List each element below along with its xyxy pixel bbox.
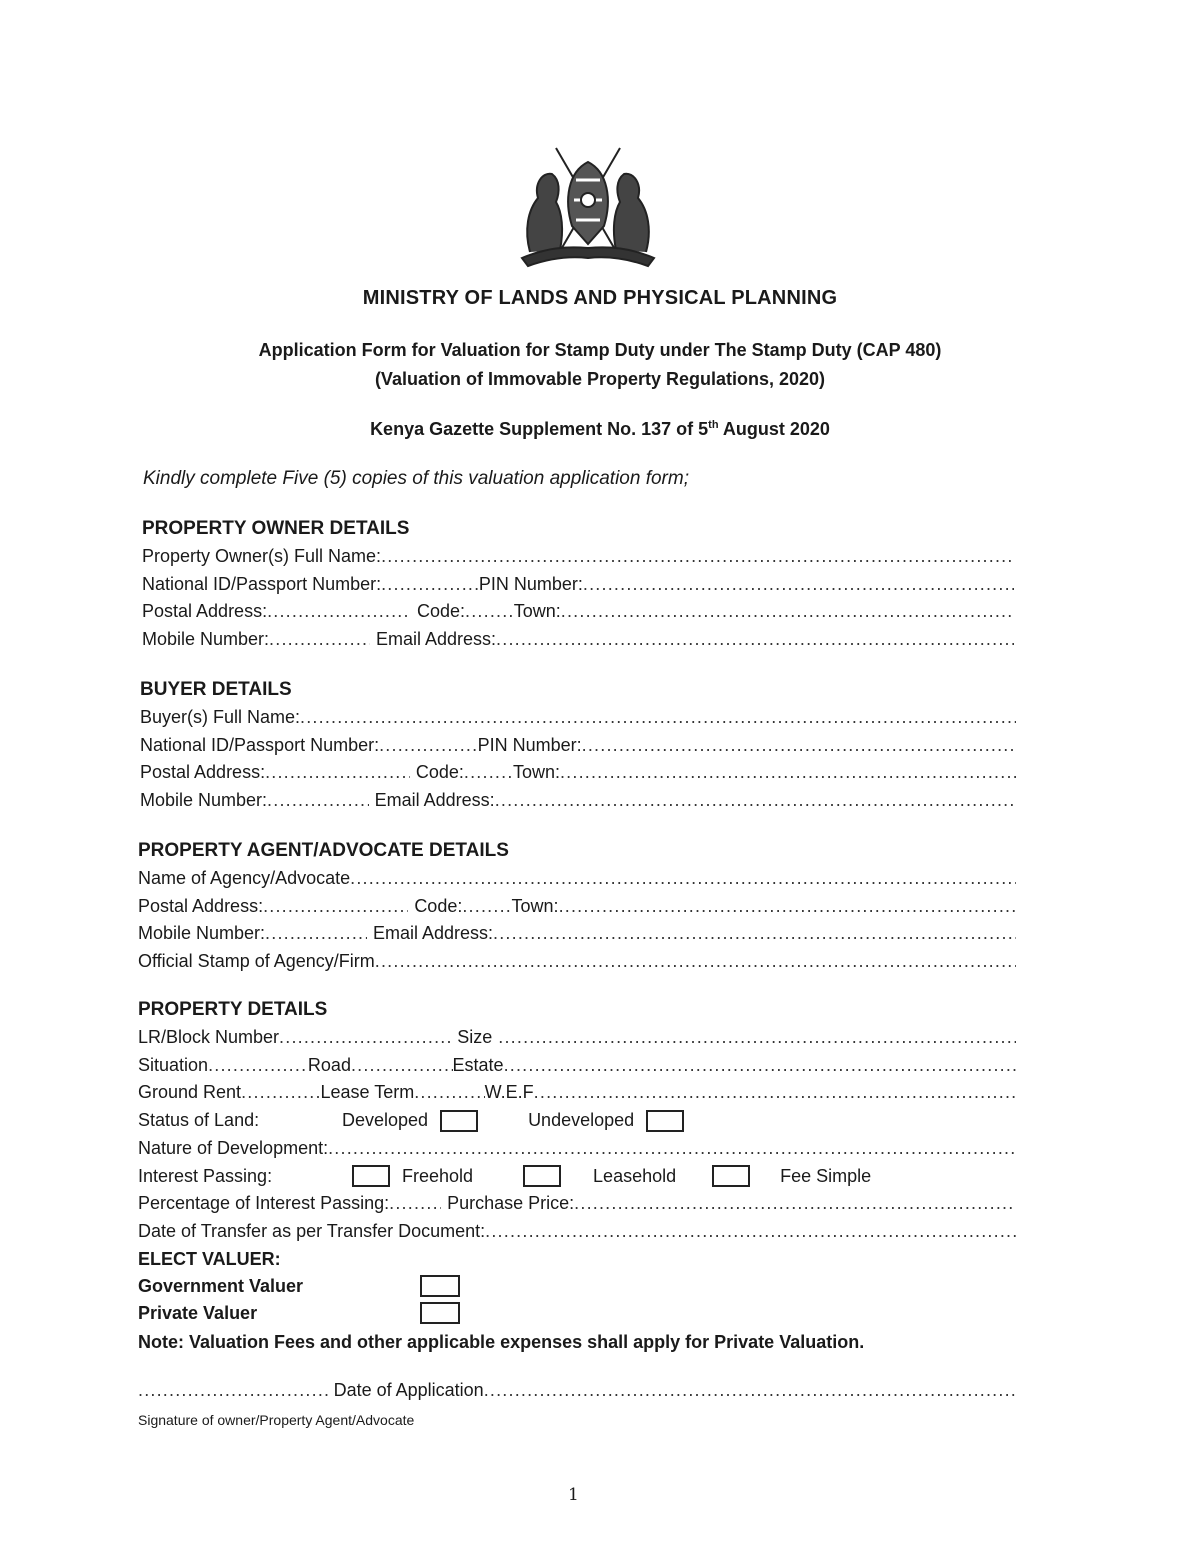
owner-name-field[interactable]: Property Owner(s) Full Name: ..... xyxy=(142,543,1014,571)
buyer-id-pin-row: National ID/Passport Number: ..... PIN Number: ..... xyxy=(140,732,1016,760)
agent-town-field[interactable] xyxy=(559,893,1016,921)
owner-postal-row: Postal Address: ..... Code: ..... Town: ..... xyxy=(142,598,1014,626)
owner-mobile-row: Mobile Number: ..... Email Address: ..... xyxy=(142,626,1014,654)
owner-id-field[interactable] xyxy=(381,571,479,599)
nature-field[interactable]: Nature of Development: ..... xyxy=(138,1135,1016,1163)
size-field[interactable] xyxy=(498,1024,1016,1052)
wef-field[interactable] xyxy=(534,1079,1016,1107)
instruction-text: Kindly complete Five (5) copies of this valuation application form; xyxy=(143,468,689,489)
signature-caption: Signature of owner/Property Agent/Advocate xyxy=(138,1412,415,1428)
property-heading: PROPERTY DETAILS xyxy=(138,999,328,1020)
owner-section xyxy=(142,515,1014,654)
private-valuer-checkbox[interactable] xyxy=(420,1302,460,1324)
buyer-id-field[interactable] xyxy=(379,732,478,760)
lease-term-field[interactable] xyxy=(414,1079,484,1107)
owner-code-field[interactable] xyxy=(465,598,514,626)
agent-name-field[interactable]: Name of Agency/Advocate ..... xyxy=(138,865,1016,893)
buyer-email-field[interactable] xyxy=(495,787,1016,815)
owner-town-field[interactable] xyxy=(561,598,1014,626)
ground-rent-field[interactable] xyxy=(241,1079,320,1107)
owner-postal-field[interactable] xyxy=(267,598,411,626)
elect-valuer-heading: ELECT VALUER: xyxy=(138,1248,281,1269)
freehold-checkbox[interactable] xyxy=(352,1165,390,1187)
buyer-heading: BUYER DETAILS xyxy=(140,679,292,700)
interest-passing-row: Interest Passing: Freehold Leasehold Fee Simple xyxy=(138,1165,872,1186)
date-of-application-field[interactable] xyxy=(484,1377,1016,1405)
signature-row: ..... Date of Application ..... xyxy=(138,1377,1016,1405)
page-number: 1 xyxy=(568,1485,579,1505)
date-transfer-field[interactable]: Date of Transfer as per Transfer Document: ..... xyxy=(138,1218,1016,1246)
agent-email-field[interactable] xyxy=(493,920,1016,948)
ministry-title: MINISTRY OF LANDS AND PHYSICAL PLANNING xyxy=(362,287,838,309)
buyer-code-field[interactable] xyxy=(464,759,513,787)
buyer-mobile-row: Mobile Number: ..... Email Address: ..... xyxy=(140,787,1016,815)
buyer-postal-row: Postal Address: ..... Code: ..... Town: ..... xyxy=(140,759,1016,787)
owner-heading: PROPERTY OWNER DETAILS xyxy=(142,518,410,539)
percentage-row: Percentage of Interest Passing: ..... Purchase Price: ..... xyxy=(138,1190,1016,1218)
undeveloped-checkbox[interactable] xyxy=(646,1110,684,1132)
property-section xyxy=(138,996,1016,1357)
government-valuer-row: Government Valuer xyxy=(138,1273,1016,1300)
road-field[interactable] xyxy=(351,1052,453,1080)
lr-size-row: LR/Block Number ..... Size ..... xyxy=(138,1024,1016,1052)
agent-postal-row: Postal Address: ..... Code: ..... Town: ..... xyxy=(138,893,1016,921)
owner-email-field[interactable] xyxy=(496,626,1014,654)
buyer-pin-field[interactable] xyxy=(582,732,1016,760)
owner-pin-field[interactable] xyxy=(583,571,1014,599)
purchase-price-field[interactable] xyxy=(574,1190,1016,1218)
agent-stamp-field[interactable]: Official Stamp of Agency/Firm ..... xyxy=(138,948,1016,976)
gazette-reference: Kenya Gazette Supplement No. 137 of 5th August 2020 xyxy=(370,419,830,439)
agent-mobile-row: Mobile Number: ..... Email Address: ..... xyxy=(138,920,1016,948)
lr-field[interactable] xyxy=(279,1024,451,1052)
fee-simple-checkbox[interactable] xyxy=(712,1165,750,1187)
owner-id-pin-row: National ID/Passport Number: ..... PIN Number: ..... xyxy=(142,571,1014,599)
government-valuer-checkbox[interactable] xyxy=(420,1275,460,1297)
percentage-field[interactable] xyxy=(389,1190,441,1218)
developed-checkbox[interactable] xyxy=(440,1110,478,1132)
signature-field[interactable] xyxy=(138,1377,328,1405)
agent-heading: PROPERTY AGENT/ADVOCATE DETAILS xyxy=(138,840,509,861)
private-valuer-row: Private Valuer xyxy=(138,1300,1016,1327)
agent-postal-field[interactable] xyxy=(263,893,408,921)
form-title-line2: (Valuation of Immovable Property Regulations, 2020) xyxy=(374,369,826,389)
agent-mobile-field[interactable] xyxy=(265,920,367,948)
buyer-section xyxy=(140,676,1016,815)
situation-field[interactable] xyxy=(208,1052,308,1080)
buyer-town-field[interactable] xyxy=(560,759,1016,787)
form-title-line1: Application Form for Valuation for Stamp Duty under The Stamp Duty (CAP 480) xyxy=(258,340,942,360)
buyer-name-field[interactable]: Buyer(s) Full Name: ..... xyxy=(140,704,1016,732)
status-of-land-row: Status of Land: Developed Undeveloped xyxy=(138,1107,1016,1135)
agent-section xyxy=(138,837,1016,976)
valuation-note: Note: Valuation Fees and other applicable expenses shall apply for Private Valuation. xyxy=(138,1331,865,1352)
buyer-mobile-field[interactable] xyxy=(267,787,369,815)
leasehold-checkbox[interactable] xyxy=(523,1165,561,1187)
estate-field[interactable] xyxy=(504,1052,1016,1080)
buyer-postal-field[interactable] xyxy=(265,759,410,787)
situation-row: Situation ..... Road ..... Estate ..... xyxy=(138,1052,1016,1080)
ground-rent-row: Ground Rent ..... Lease Term ..... W.E.F ..... xyxy=(138,1079,1016,1107)
agent-code-field[interactable] xyxy=(462,893,511,921)
owner-mobile-field[interactable] xyxy=(269,626,370,654)
coat-of-arms-icon xyxy=(516,140,660,274)
